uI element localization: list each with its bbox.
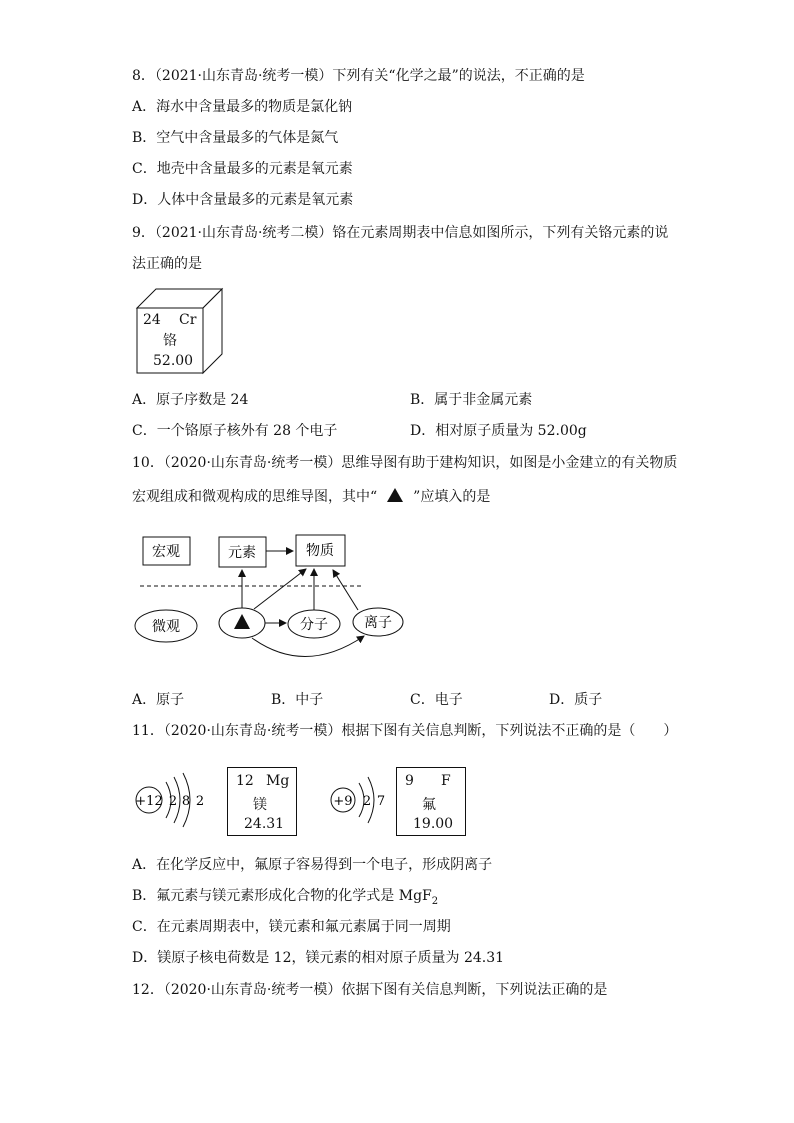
ion-label: 离子 bbox=[364, 615, 392, 631]
q11-option-c: C．在元素周期表中，镁元素和氟元素属于同一周期 bbox=[132, 919, 451, 935]
q8-option-a: A．海水中含量最多的物质是氯化钠 bbox=[132, 99, 353, 115]
f-shell-2: 7 bbox=[376, 794, 386, 809]
mg-atomic-mass: 24.31 bbox=[244, 816, 285, 832]
f-element-cell bbox=[396, 767, 466, 836]
q10-option-a: A．原子 bbox=[132, 692, 185, 708]
mg-shell-2: 8 bbox=[181, 794, 191, 809]
q8-option-c: C．地壳中含量最多的元素是氧元素 bbox=[132, 161, 353, 177]
q9-option-d: D．相对原子质量为 52.00g bbox=[410, 423, 587, 439]
f-atomic-structure bbox=[325, 768, 395, 832]
substance-label: 物质 bbox=[306, 543, 334, 559]
q8-stem: 8．（2021·山东青岛·统考一模）下列有关“化学之最”的说法，不正确的是 bbox=[132, 68, 585, 84]
mg-atomic-structure bbox=[130, 768, 220, 832]
f-atomic-number: 9 bbox=[405, 773, 414, 789]
q11-option-b-subscript: 2 bbox=[431, 895, 439, 907]
mg-nucleus-charge: +12 bbox=[135, 794, 163, 809]
q9-option-a: A．原子序数是 24 bbox=[132, 392, 249, 408]
mg-shell-1: 2 bbox=[168, 794, 178, 809]
q9-stem-line2: 法正确的是 bbox=[132, 256, 202, 272]
chromium-symbol: Cr bbox=[179, 312, 197, 328]
mg-shell-3: 2 bbox=[195, 794, 205, 809]
mg-element-cell bbox=[227, 767, 297, 836]
element-label: 元素 bbox=[228, 545, 256, 561]
q10-option-d: D．质子 bbox=[549, 692, 603, 708]
f-name: 氟 bbox=[422, 797, 436, 813]
q9-option-b: B．属于非金属元素 bbox=[410, 392, 533, 408]
q9-stem-line1: 9．（2021·山东青岛·统考二模）铬在元素周期表中信息如图所示，下列有关铬元素的说 bbox=[132, 225, 669, 241]
chromium-atomic-number: 24 bbox=[143, 312, 161, 328]
f-shell-1: 2 bbox=[362, 794, 372, 809]
molecule-label: 分子 bbox=[300, 617, 328, 633]
q8-option-d: D．人体中含量最多的元素是氧元素 bbox=[132, 192, 354, 208]
q10-option-b: B．中子 bbox=[271, 692, 324, 708]
q10-stem-line2 bbox=[132, 487, 490, 507]
q9-option-c: C．一个铬原子核外有 28 个电子 bbox=[132, 423, 338, 439]
f-symbol: F bbox=[441, 773, 451, 789]
q11-option-b bbox=[132, 886, 438, 912]
mg-symbol: Mg bbox=[266, 773, 290, 789]
macro-label: 宏观 bbox=[152, 544, 180, 560]
q11-option-b-text: B．氟元素与镁元素形成化合物的化学式是 MgF bbox=[132, 888, 432, 904]
chromium-element-cell bbox=[137, 308, 203, 373]
f-atomic-mass: 19.00 bbox=[413, 816, 454, 832]
q11-stem: 11．（2020·山东青岛·统考一模）根据下图有关信息判断，下列说法不正确的是（ ） bbox=[132, 723, 678, 739]
chromium-name: 铬 bbox=[163, 333, 177, 349]
mg-atomic-number: 12 bbox=[236, 773, 254, 789]
chromium-atomic-mass: 52.00 bbox=[153, 353, 194, 369]
q10-option-c: C．电子 bbox=[410, 692, 463, 708]
q11-option-a: A．在化学反应中，氟原子容易得到一个电子，形成阴离子 bbox=[132, 857, 493, 873]
mind-map-diagram bbox=[130, 528, 420, 674]
mg-name: 镁 bbox=[253, 797, 267, 813]
triangle-icon bbox=[387, 488, 403, 502]
q10-stem-line2-start: 宏观组成和微观构成的思维导图，其中“ bbox=[132, 489, 378, 505]
q8-option-b: B．空气中含量最多的气体是氮气 bbox=[132, 130, 339, 146]
q10-stem-line1: 10．（2020·山东青岛·统考一模）思维导图有助于建构知识，如图是小金建立的有关物质 bbox=[132, 455, 678, 471]
q10-stem-line2-end: ”应填入的是 bbox=[413, 489, 491, 505]
q12-stem: 12．（2020·山东青岛·统考一模）依据下图有关信息判断，下列说法正确的是 bbox=[132, 982, 608, 998]
micro-label: 微观 bbox=[152, 619, 180, 635]
f-nucleus-charge: +9 bbox=[333, 794, 353, 809]
q11-option-d: D．镁原子核电荷数是 12，镁元素的相对原子质量为 24.31 bbox=[132, 950, 505, 966]
